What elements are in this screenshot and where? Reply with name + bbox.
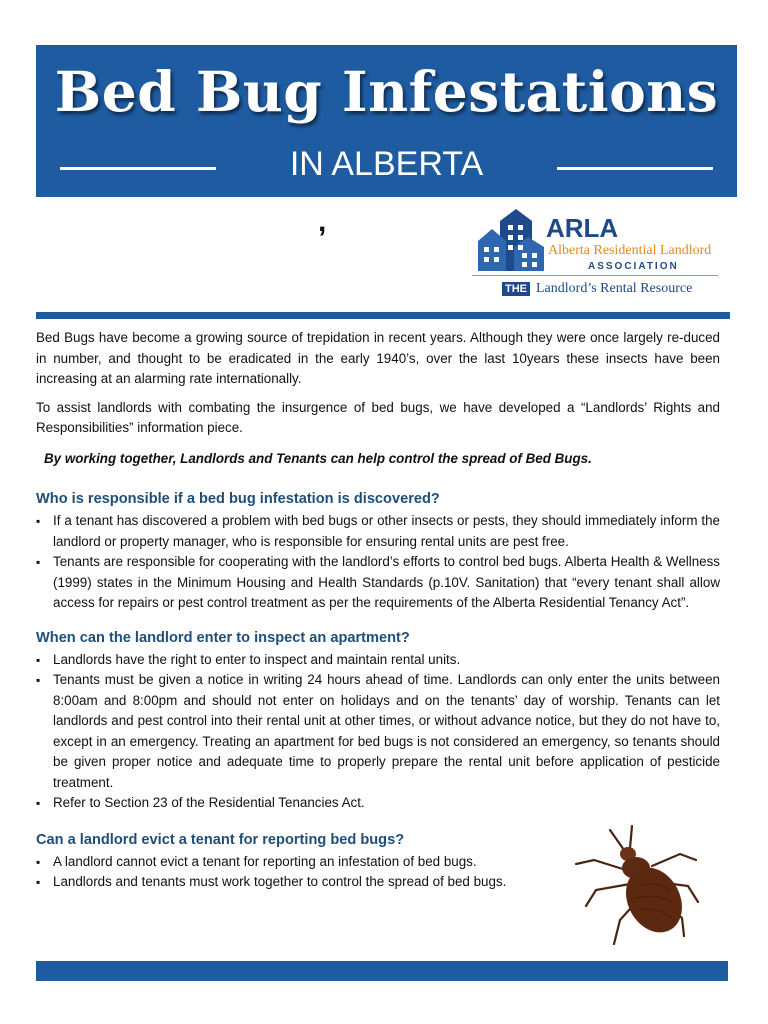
logo-full-name: Alberta Residential Landlord	[548, 243, 712, 258]
logo-the-badge: THE	[502, 282, 530, 296]
section-heading: Can a landlord evict a tenant for reporting bed bugs?	[36, 831, 405, 848]
section-heading: Who is responsible if a bed bug infestation is discovered?	[36, 491, 440, 507]
intro-paragraph: Bed Bugs have become a growing source of trepidation in recent years. Although they were once largely re-duced in number, and thought to be eradicated in the early 1940’s, over the last 10years these insects have been increasing at an alarming rate internationally.	[36, 330, 720, 386]
document-body	[36, 328, 720, 905]
section-divider-bar	[36, 312, 730, 319]
list-item: ▪ Landlords have the right to enter to inspect and maintain rental units.	[36, 650, 720, 671]
logo-tagline	[502, 281, 692, 297]
bed-bug-photo-icon	[566, 820, 716, 950]
logo-association: ASSOCIATION	[588, 261, 679, 272]
list-item: ▪ If a tenant has discovered a problem with bed bugs or other insects or pests, they should immediately inform the landlord or property manager, who is responsible for ensuring rental units are pest free.	[36, 511, 720, 552]
logo-name: ARLA	[546, 213, 619, 243]
house-cluster-logo-icon	[470, 207, 546, 273]
list-item: ▪ A landlord cannot evict a tenant for reporting an infestation of bed bugs.	[36, 852, 720, 873]
section-heading: When can the landlord enter to inspect an apartment?	[36, 629, 410, 646]
list-item: ▪ Refer to Section 23 of the Residential Tenancies Act.	[36, 793, 720, 814]
bullet-list	[36, 650, 720, 814]
page-title: Bed Bug Infestations	[54, 59, 719, 124]
stray-comma: ,	[318, 205, 327, 238]
footer-bar	[36, 961, 728, 981]
logo-divider	[472, 275, 718, 276]
banner-rule-right	[557, 167, 713, 170]
logo-tagline-text: Landlord’s Rental Resource	[536, 281, 693, 296]
intro-paragraph: To assist landlords with combating the insurgence of bed bugs, we have developed a “Landlords’ Rights and Responsibilities” information piece.	[36, 399, 720, 435]
header-banner	[36, 45, 737, 197]
list-item: ▪ Landlords and tenants must work together to control the spread of bed bugs.	[36, 872, 720, 893]
bullet-list	[36, 511, 720, 614]
tagline: By working together, Landlords and Tenants can help control the spread of Bed Bugs.	[44, 450, 592, 466]
list-item: ▪ Tenants must be given a notice in writing 24 hours ahead of time. Landlords can only enter the units between 8:00am and 8:00pm and should not enter on holidays and on the tenants’ day of worship. Tenants can let landlords and pest control into their rental unit at other times, or without advance notice, but they do not have to, except in an emergency. Treating an apartment for bed bugs is not considered an emergency, so tenants should be given proper notice and adequate time to properly prepare the rental unit before application of pesticide treatment.	[36, 670, 720, 793]
arla-logo	[468, 205, 722, 305]
list-item: ▪ Tenants are responsible for cooperating with the landlord’s efforts to control bed bugs. Alberta Health & Wellness (1999) states in the Minimum Housing and Health Standards (p.10V. Sanitation) that “every tenant shall allow access for repairs or pest control treatment as per the requirements of the Alberta Residential Tenancy Act”.	[36, 552, 720, 614]
page-subtitle: IN ALBERTA	[289, 145, 484, 183]
